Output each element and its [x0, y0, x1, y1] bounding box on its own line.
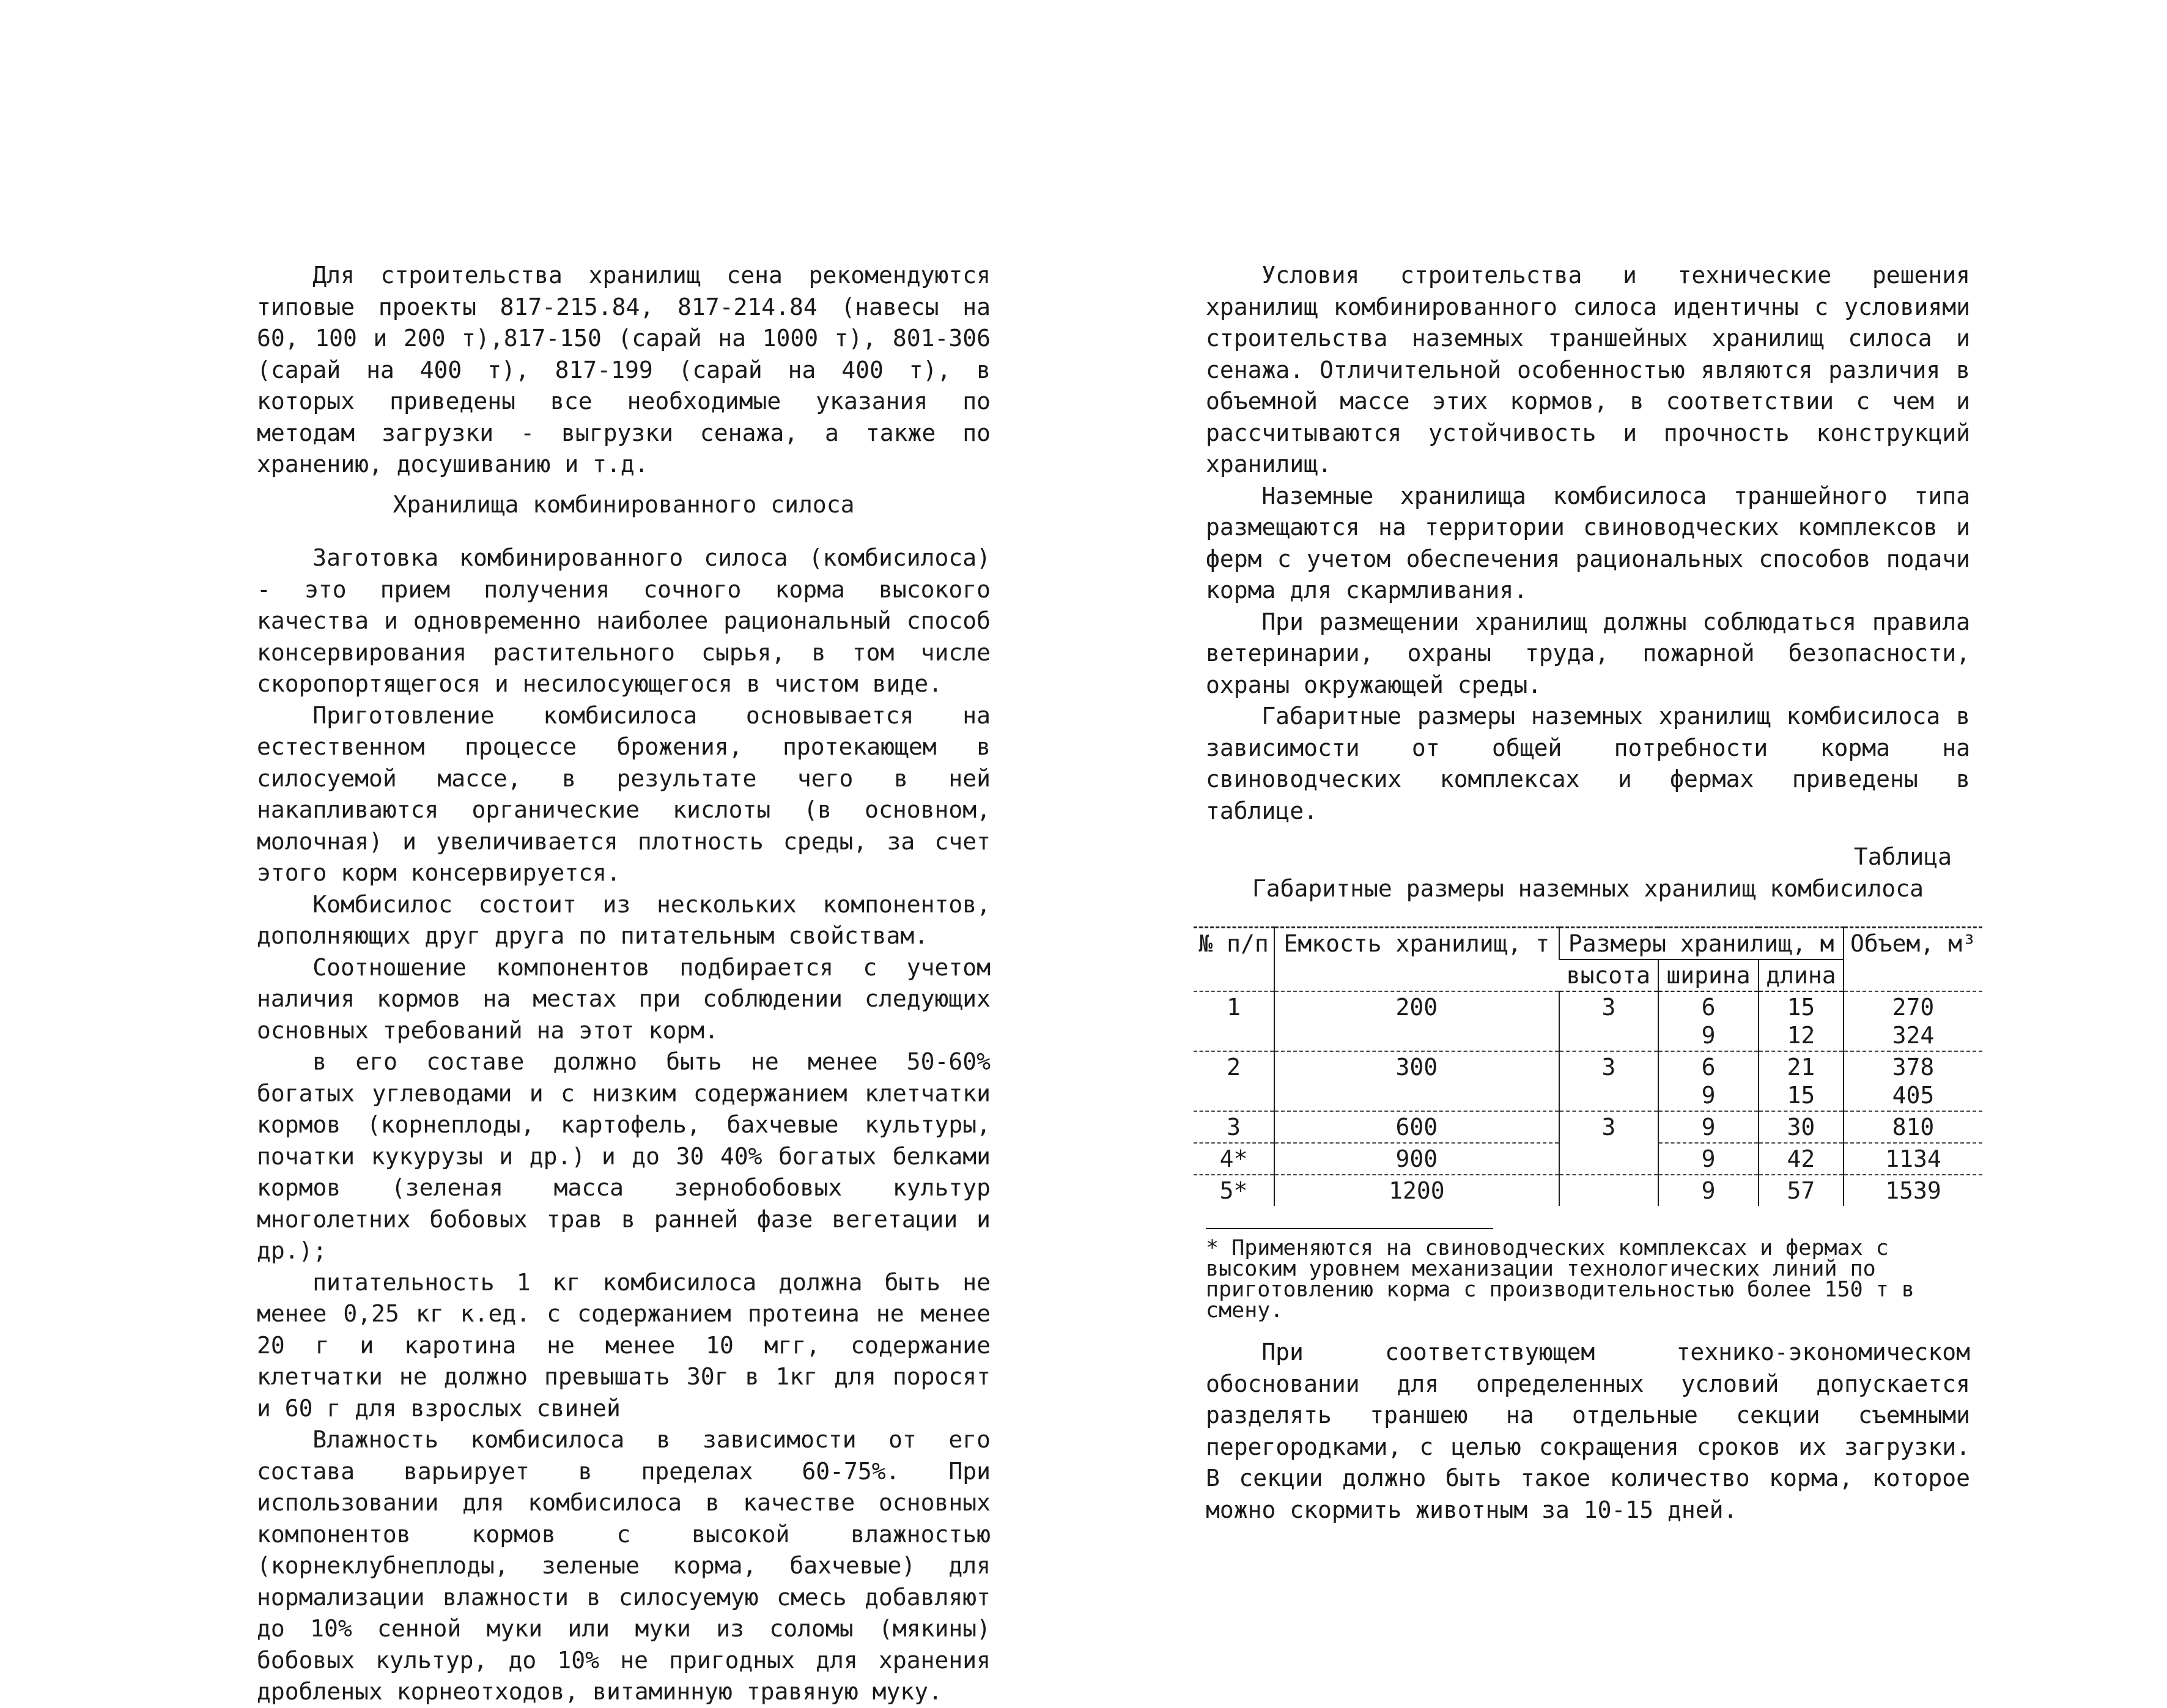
row-number: 5*: [1194, 1175, 1274, 1206]
length-value: 15: [1787, 1082, 1815, 1109]
row-width: [1658, 1051, 1759, 1111]
paragraph: Заготовка комбинированного силоса (комбисилоса) - это прием получения сочного корма высокого качества и одновременно наиболее рациональный способ консервирования растительного сырья, в том числе скоропортящегося и несилосующегося в чистом виде.: [257, 544, 991, 697]
volume-value: 270: [1892, 994, 1935, 1021]
table-label: Таблица: [1853, 843, 1952, 870]
right-column: [1198, 260, 1976, 1526]
header-number: № п/п: [1194, 928, 1274, 992]
row-length: 30: [1759, 1111, 1844, 1143]
row-width: 9: [1658, 1175, 1759, 1206]
volume-value: 324: [1892, 1022, 1935, 1049]
paragraph: Приготовление комбисилоса основывается на естественном процессе брожения, протекающем в силосуемой массе, в результате чего в ней накапливаются органические кислоты (в основном, молочная) и увеличивается плотность среды, за счет этого корм консервируется.: [257, 701, 991, 886]
paragraph: Комбисилос состоит из нескольких компонентов, дополняющих друг друга по питательным свойствам.: [257, 890, 991, 949]
right-page: [1084, 0, 2167, 1547]
row-volume: [1844, 1051, 1982, 1111]
paragraph: При размещении хранилищ должны соблюдаться правила ветеринарии, охраны труда, пожарной безопасности, охраны окружающей среды.: [1206, 608, 1970, 698]
row-volume: 810: [1844, 1111, 1982, 1143]
table-row: [1194, 1111, 1982, 1143]
paragraph: Для строительства хранилищ сена рекомендуются типовые проекты 817-215.84, 817-214.84 (навесы на 60, 100 и 200 т),817-150 (сарай на 1000 т), 801-306 (сарай на 400 т), 817-199 (сарай на 400 т), в которых приведены все необходимые указания по методам загрузки - выгрузки сенажа, а также по хранению, досушиванию и т.д.: [257, 262, 991, 478]
table-title: Габаритные размеры наземных хранилищ комбисилоса: [1252, 874, 1924, 902]
row-capacity: 200: [1274, 991, 1559, 1051]
left-page: [0, 0, 1084, 1705]
row-volume: 1539: [1844, 1175, 1982, 1206]
storage-dimensions-table: [1194, 926, 1982, 1206]
paragraph: При соответствующем технико-экономическом обосновании для определенных условий допускается разделять траншею на отдельные секции съемными перегородками, с целью сокращения сроков их загрузки. В секции должно быть такое количество корма, которое можно скормить животным за 10-15 дней.: [1206, 1339, 1970, 1523]
paragraph: в его составе должно быть не менее 50-60% богатых углеводами и с низким содержанием клетчатки кормов (корнеплоды, картофель, бахчевые культуры, початки кукурузы и др.) и до 30 40% богатых белками кормов (зеленая масса зернобобовых культур многолетних бобовых трав в ранней фазе вегетации и др.);: [257, 1048, 991, 1264]
section-heading: Хранилища комбинированного силоса: [393, 490, 855, 518]
length-value: 12: [1787, 1022, 1815, 1049]
width-value: 6: [1701, 1054, 1716, 1081]
length-value: 15: [1787, 994, 1815, 1021]
table-row: [1194, 1175, 1982, 1206]
footnote-text: * Применяются на свиноводческих комплексах и фермах с высоким уровнем механизации технологических линий по приготовлению корма с производительностью более 150 т в смену.: [1206, 1236, 1914, 1323]
left-column: [257, 260, 991, 1708]
row-number: 3: [1194, 1111, 1274, 1143]
row-capacity: 300: [1274, 1051, 1559, 1111]
row-number: 4*: [1194, 1143, 1274, 1175]
row-height: 3: [1559, 991, 1659, 1051]
width-value: 9: [1701, 1022, 1716, 1049]
table-footnote: [1206, 1228, 1914, 1323]
row-volume: 1134: [1844, 1143, 1982, 1175]
paragraph: Условия строительства и технические решения хранилищ комбинированного силоса идентичны с условиями строительства наземных траншейных хранилищ силоса и сенажа. Отличительной особенностью являются различия в объемной массе этих кормов, в соответствии с чем и рассчитываются устойчивость и прочность конструкций хранилищ.: [1206, 262, 1970, 478]
header-length: длина: [1759, 959, 1844, 991]
volume-value: 405: [1892, 1082, 1935, 1109]
header-volume: Объем, м³: [1844, 928, 1982, 992]
row-volume: [1844, 991, 1982, 1051]
length-value: 21: [1787, 1054, 1815, 1081]
paragraph: Влажность комбисилоса в зависимости от его состава варьирует в пределах 60-75%. При использовании для комбисилоса в качестве основных компонентов кормов с высокой влажностью (корнеклубнеплоды, зеленые корма, бахчевые) для нормализации влажности в силосуемую смесь добавляют до 10% сенной муки или муки из соломы (мякины) бобовых культур, до 10% не пригодных для хранения дробленых корнеотходов, витаминную травяную муку.: [257, 1426, 991, 1705]
row-height: [1559, 1175, 1659, 1206]
row-capacity: 1200: [1274, 1175, 1559, 1206]
header-width: ширина: [1658, 959, 1759, 991]
row-capacity: 900: [1274, 1143, 1559, 1175]
row-length: [1759, 1051, 1844, 1111]
row-length: [1759, 991, 1844, 1051]
width-value: 6: [1701, 994, 1716, 1021]
row-width: 9: [1658, 1111, 1759, 1143]
paragraph: Наземные хранилища комбисилоса траншейного типа размещаются на территории свиноводческих комплексов и ферм с учетом обеспечения рациональных способов подачи корма для скармливания.: [1206, 482, 1970, 604]
header-height: высота: [1559, 959, 1659, 991]
paragraph: Габаритные размеры наземных хранилищ комбисилоса в зависимости от общей потребности корма на свиноводческих комплексах и фермах приведены в таблице.: [1206, 703, 1970, 824]
row-length: 42: [1759, 1143, 1844, 1175]
header-dimensions: Размеры хранилищ, м: [1559, 928, 1844, 960]
row-capacity: 600: [1274, 1111, 1559, 1143]
row-length: 57: [1759, 1175, 1844, 1206]
paragraph: питательность 1 кг комбисилоса должна быть не менее 0,25 кг к.ед. с содержанием протеина не менее 20 г и каротина не менее 10 мгг, содержание клетчатки не должно превышать 30г в 1кг для поросят и 60 г для взрослых свиней: [257, 1268, 991, 1422]
row-number: 1: [1194, 991, 1274, 1051]
paragraph: Соотношение компонентов подбирается с учетом наличия кормов на местах при соблюдении следующих основных требований на этот корм.: [257, 953, 991, 1044]
row-height: 3: [1559, 1051, 1659, 1111]
table-row: [1194, 991, 1982, 1051]
row-width: [1658, 991, 1759, 1051]
table-row: [1194, 1051, 1982, 1111]
width-value: 9: [1701, 1082, 1716, 1109]
volume-value: 378: [1892, 1054, 1935, 1081]
header-capacity: Емкость хранилищ, т: [1274, 928, 1559, 992]
row-number: 2: [1194, 1051, 1274, 1111]
row-width: 9: [1658, 1143, 1759, 1175]
row-height: 3: [1559, 1111, 1659, 1175]
